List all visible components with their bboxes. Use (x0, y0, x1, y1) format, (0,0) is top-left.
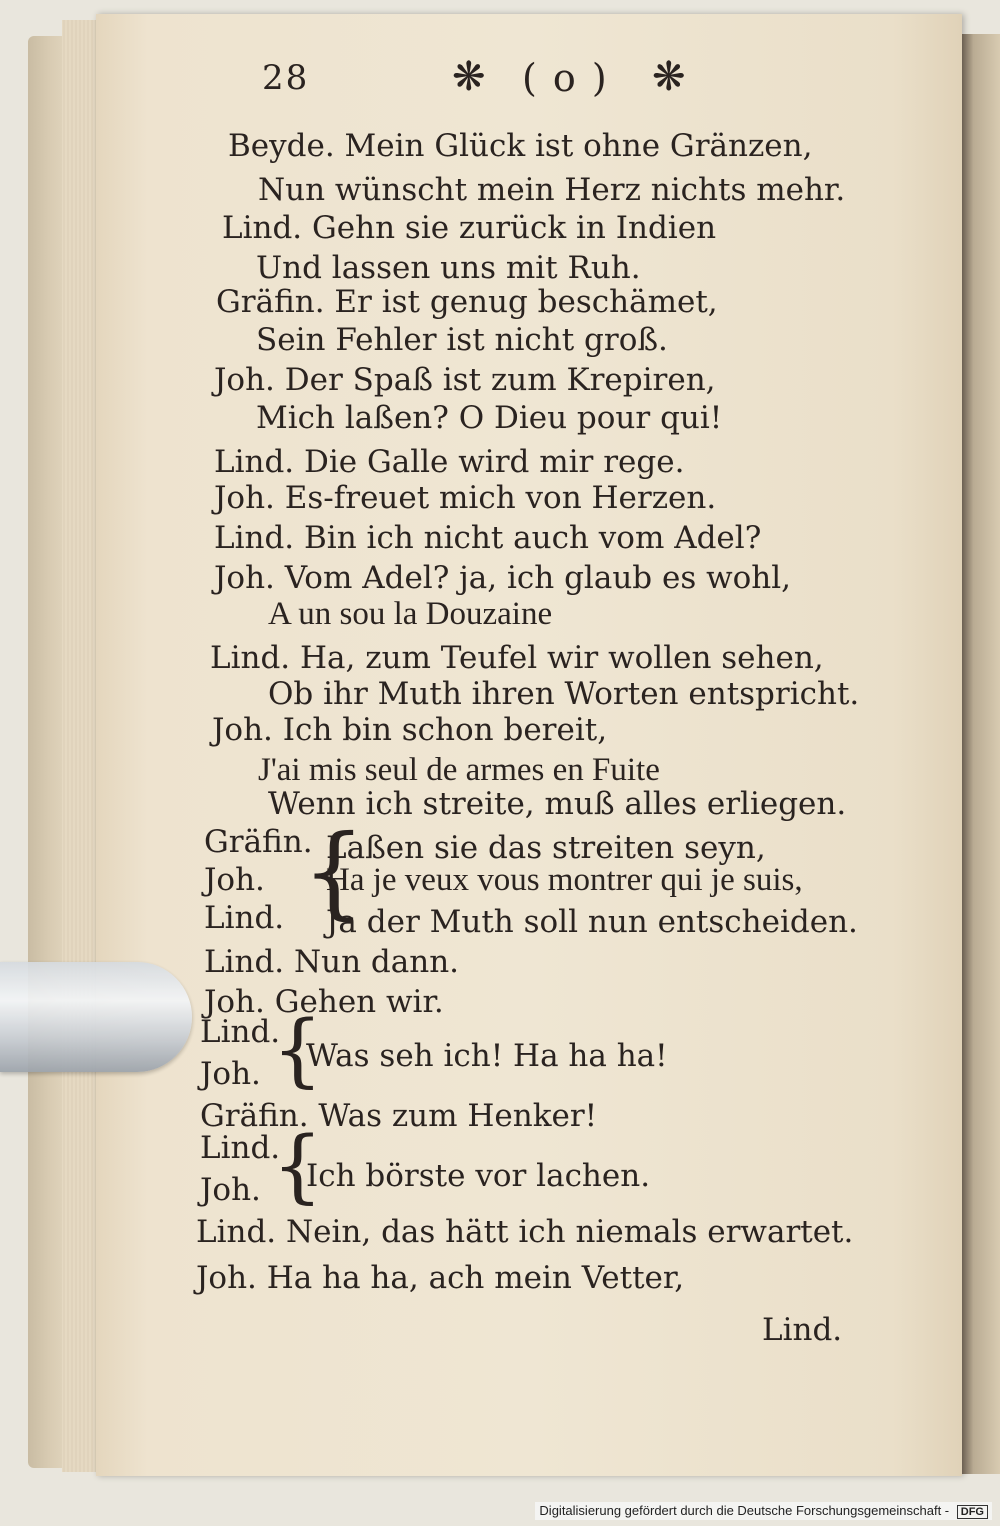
text-line: Laßen sie das streiten seyn, (326, 830, 766, 866)
text-line: Joh. Der Spaß ist zum Krepiren, (214, 362, 716, 398)
text-line: Lind. Gehn sie zurück in Indien (222, 210, 717, 246)
right-page-edge (962, 34, 1000, 1474)
text-line: Joh. Es-freuet mich von Herzen. (214, 480, 717, 516)
text-line: Lind. Bin ich nicht auch vom Adel? (214, 520, 762, 556)
catchword: Lind. (762, 1312, 843, 1348)
text-line: Lind. Ha, zum Teufel wir wollen sehen, (210, 640, 824, 676)
text-line: Ob ihr Muth ihren Worten entspricht. (268, 676, 860, 712)
text-line: Lind. Die Galle wird mir rege. (214, 444, 685, 480)
dfg-logo: DFG (957, 1505, 988, 1519)
text-line-french: J'ai mis seul de armes en Fuite (258, 752, 660, 788)
text-line: Mich laßen? O Dieu pour qui! (256, 400, 723, 436)
brace-icon: { (302, 813, 366, 930)
speaker-label: Joh. (200, 1056, 261, 1092)
text-line-french: A un sou la Douzaine (268, 596, 553, 632)
text-line: Beyde. Mein Glück ist ohne Gränzen, (228, 128, 813, 164)
brace-icon: { (272, 1003, 323, 1096)
text-line: Wenn ich streite, muß alles erliegen. (268, 786, 847, 822)
speaker-label: Lind. (200, 1130, 281, 1166)
brace-icon: { (272, 1119, 323, 1212)
text-line: Lind. Nein, das hätt ich niemals erwartet. (196, 1214, 854, 1250)
speaker-label: Lind. (200, 1014, 281, 1050)
header-center: ( o ) (522, 56, 609, 100)
speaker-label: Joh. (200, 1172, 261, 1208)
text-line: Joh. Gehen wir. (204, 984, 444, 1020)
text-line: Ich börste vor lachen. (306, 1158, 651, 1194)
speaker-label: Lind. (204, 900, 285, 936)
page-clip (0, 962, 192, 1072)
speaker-label: Gräfin. (204, 824, 313, 860)
text-line: Joh. Ich bin schon bereit, (212, 712, 608, 748)
footer-text: Digitalisierung gefördert durch die Deutsche Forschungsgemeinschaft - (539, 1503, 950, 1518)
text-line: Was seh ich! Ha ha ha! (306, 1038, 668, 1074)
text-line-french: Ha je veux vous montrer qui je suis, (326, 862, 803, 898)
digitization-footer (535, 1502, 992, 1520)
text-line: Nun wünscht mein Herz nichts mehr. (258, 172, 846, 208)
text-line: Gräfin. Was zum Henker! (200, 1098, 598, 1134)
ornament-left-icon: ❋ (452, 54, 488, 100)
text-line: Ja der Muth soll nun entscheiden. (326, 904, 858, 940)
speaker-label: Joh. (204, 862, 265, 898)
text-line: Joh. Ha ha ha, ach mein Vetter, (196, 1260, 685, 1296)
text-line: Lind. Nun dann. (204, 944, 460, 980)
text-line: Gräfin. Er ist genug beschämet, (216, 284, 718, 320)
page-number: 28 (262, 58, 310, 98)
ornament-right-icon: ❋ (652, 54, 688, 100)
text-line: Joh. Vom Adel? ja, ich glaub es wohl, (214, 560, 792, 596)
text-line: Und lassen uns mit Ruh. (256, 250, 641, 286)
text-line: Sein Fehler ist nicht groß. (256, 322, 668, 358)
